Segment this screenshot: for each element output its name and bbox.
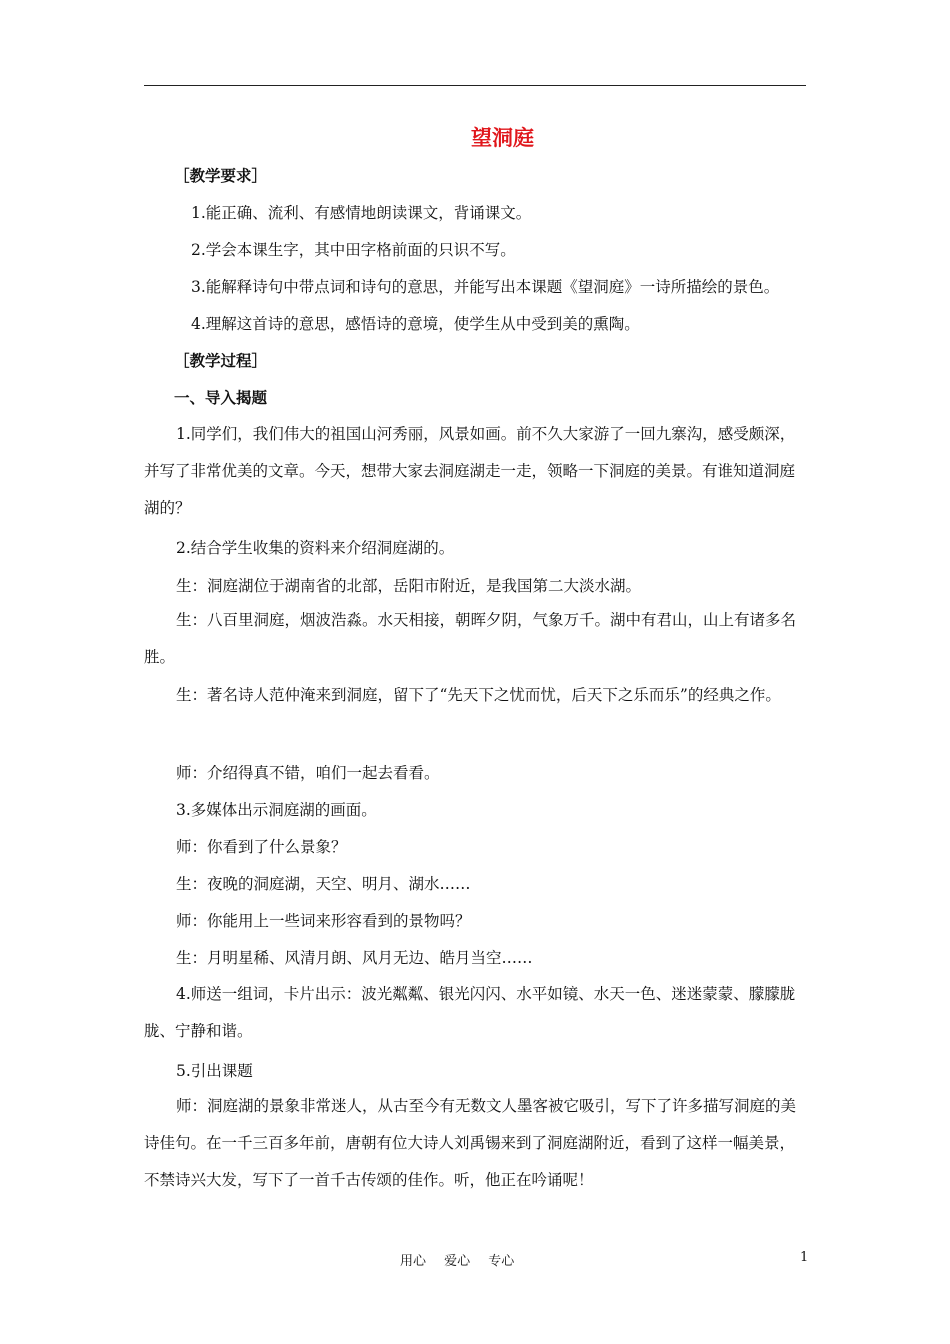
paragraph-6: 师：介绍得真不错，咱们一起去看看。 [176, 764, 440, 782]
paragraph-13: 5.引出课题 [176, 1062, 253, 1080]
paragraph-10: 师：你能用上一些词来形容看到的景物吗？ [176, 912, 471, 930]
paragraph-7: 3.多媒体出示洞庭湖的画面。 [176, 801, 377, 819]
requirement-item-4: 4.理解这首诗的意思，感悟诗的意境，使学生从中受到美的熏陶。 [191, 315, 640, 333]
requirement-item-2: 2.学会本课生字，其中田字格前面的只识不写。 [191, 241, 516, 259]
paragraph-2: 2.结合学生收集的资料来介绍洞庭湖的。 [176, 539, 455, 557]
intro-heading: 一、导入揭题 [174, 389, 268, 407]
paragraph-8: 师：你看到了什么景象？ [176, 838, 347, 856]
paragraph-12: 4.师送一组词，卡片出示：波光粼粼、银光闪闪、水平如镜、水天一色、迷迷蒙蒙、朦朦胧胧、宁静和谐。 [144, 985, 796, 1040]
requirement-item-3: 3.能解释诗句中带点词和诗句的意思，并能写出本课题《望洞庭》一诗所描绘的景色。 [191, 278, 780, 296]
header-rule [144, 85, 806, 86]
footer-motto: 用心 爱心 专心 [400, 1254, 515, 1269]
paragraph-5: 生：著名诗人范仲淹来到洞庭，留下了“先天下之忧而忧，后天下之乐而乐”的经典之作。 [176, 686, 781, 704]
process-heading: ［教学过程］ [174, 352, 268, 370]
page-title: 望洞庭 [471, 126, 534, 150]
paragraph-4: 生：八百里洞庭，烟波浩淼。水天相接，朝晖夕阴，气象万千。湖中有君山，山上有诸多名胜。 [144, 611, 797, 666]
paragraph-9: 生：夜晚的洞庭湖，天空、明月、湖水…… [176, 875, 471, 893]
requirement-item-1: 1.能正确、流利、有感情地朗读课文，背诵课文。 [191, 204, 532, 222]
paragraph-11: 生：月明星稀、风清月朗、风月无边、皓月当空…… [176, 949, 533, 967]
paragraph-14: 师：洞庭湖的景象非常迷人，从古至今有无数文人墨客被它吸引，写下了许多描写洞庭的美诗佳句。在一千三百多年前，唐朝有位大诗人刘禹锡来到了洞庭湖附近，看到了这样一幅美景，不禁诗兴大发，写下了一首千古传颂的佳作。听，他正在吟诵呢！ [144, 1097, 797, 1189]
paragraph-1: 1.同学们，我们伟大的祖国山河秀丽，风景如画。前不久大家游了一回九寨沟，感受颇深，并写了非常优美的文章。今天，想带大家去洞庭湖走一走，领略一下洞庭的美景。有谁知道洞庭湖的？ [144, 425, 796, 517]
paragraph-3: 生：洞庭湖位于湖南省的北部，岳阳市附近，是我国第二大淡水湖。 [176, 577, 642, 595]
requirements-heading: ［教学要求］ [174, 167, 268, 185]
page-number: 1 [800, 1250, 809, 1265]
